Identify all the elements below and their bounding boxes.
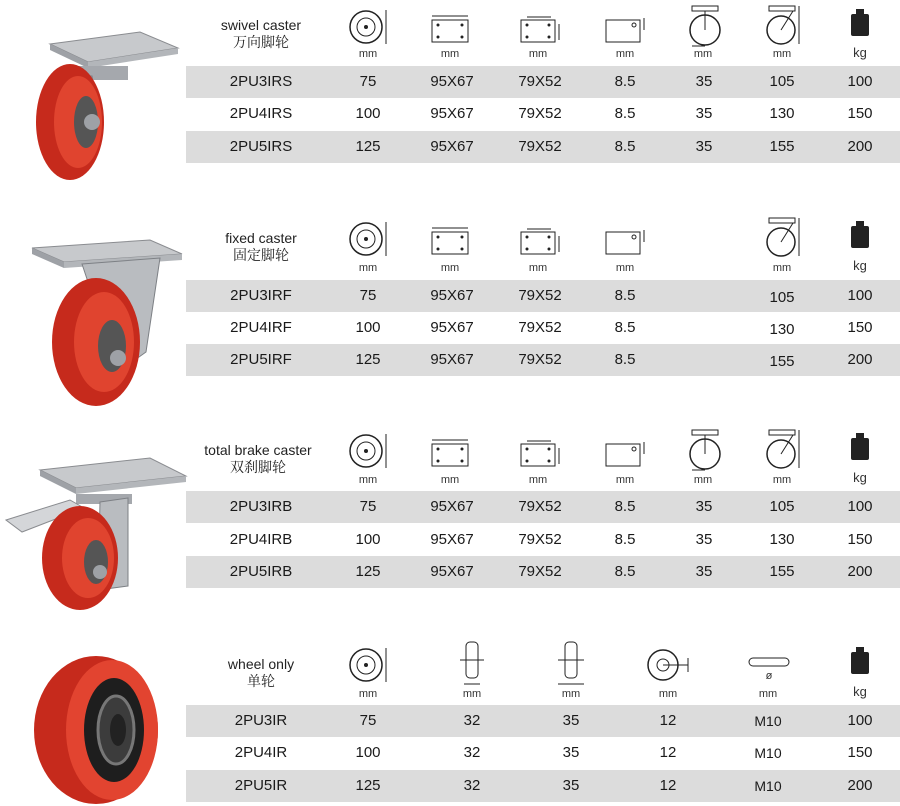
value-cell: 79X52 (518, 531, 562, 548)
unit-label: kg (853, 258, 867, 273)
value-cell: 79X52 (518, 319, 562, 336)
section-title (186, 230, 336, 264)
unit-label: kg (853, 684, 867, 699)
value-cell: 155 (769, 563, 795, 580)
section-title-cn: 单轮 (247, 673, 275, 689)
value-cell: 79X52 (518, 498, 562, 515)
value-cell: M10 (754, 778, 782, 794)
value-cell: 35 (695, 73, 713, 90)
value-cell: 105 (769, 289, 795, 306)
value-cell: 100 (355, 531, 381, 548)
value-cell: 150 (847, 319, 873, 336)
value-cell: 75 (359, 498, 377, 515)
unit-label: mm (358, 688, 378, 700)
value-cell: 95X67 (430, 531, 474, 548)
value-cell: 200 (847, 777, 873, 794)
unit-label: mm (693, 48, 713, 60)
load-weight-icon (849, 8, 871, 38)
bolt-hole-diameter-icon (604, 438, 646, 468)
value-cell: 95X67 (430, 73, 474, 90)
load-weight-icon (849, 220, 871, 250)
section-title-cn: 固定脚轮 (233, 247, 289, 263)
unit-label: mm (772, 474, 792, 486)
value-cell: 200 (847, 563, 873, 580)
wheel-width-icon (458, 640, 486, 686)
value-cell: 79X52 (518, 138, 562, 155)
value-cell: 35 (562, 744, 580, 761)
unit-label: mm (528, 262, 548, 274)
value-cell: 125 (355, 777, 381, 794)
value-cell: 35 (562, 777, 580, 794)
value-cell: 105 (769, 498, 795, 515)
model-cell: 2PU4IRS (229, 105, 293, 122)
bolt-hole-diameter-icon (604, 14, 646, 44)
model-cell: 2PU5IR (234, 777, 288, 794)
value-cell: 8.5 (614, 351, 636, 368)
value-cell: 79X52 (518, 287, 562, 304)
top-plate-size-icon (430, 438, 470, 468)
model-cell: 2PU4IR (234, 744, 288, 761)
total-height-icon (763, 216, 803, 260)
section-title-en: swivel caster (220, 17, 302, 33)
value-cell: 12 (659, 712, 677, 729)
unit-label: mm (658, 688, 678, 700)
total-brake-caster-photo (0, 438, 186, 608)
model-cell: 2PU3IRB (229, 498, 293, 515)
bolt-hole-spacing-icon (519, 14, 561, 44)
unit-label: mm (358, 474, 378, 486)
section-title (188, 442, 328, 476)
value-cell: 100 (847, 73, 873, 90)
value-cell: M10 (754, 713, 782, 729)
table-row (186, 344, 900, 376)
value-cell: 35 (695, 498, 713, 515)
section-title-en: total brake caster (204, 442, 312, 458)
unit-label: mm (561, 688, 581, 700)
bore-diameter-icon (646, 648, 694, 682)
value-cell: 95X67 (430, 498, 474, 515)
value-cell: 100 (847, 712, 873, 729)
value-cell: 100 (355, 319, 381, 336)
value-cell: 79X52 (518, 105, 562, 122)
unit-label: mm (528, 474, 548, 486)
value-cell: 8.5 (614, 105, 636, 122)
value-cell: 100 (355, 105, 381, 122)
value-cell: 130 (769, 531, 795, 548)
value-cell: 150 (847, 744, 873, 761)
value-cell: 8.5 (614, 498, 636, 515)
unit-label: mm (462, 688, 482, 700)
unit-label: mm (615, 262, 635, 274)
unit-label: mm (440, 474, 460, 486)
value-cell: 35 (695, 531, 713, 548)
value-cell: 200 (847, 351, 873, 368)
model-cell: 2PU3IR (234, 712, 288, 729)
wheel-only-photo (0, 654, 186, 806)
swivel-caster-photo (0, 18, 186, 178)
swivel-caster-section (0, 0, 900, 170)
value-cell: 125 (355, 138, 381, 155)
bolt-hole-spacing-icon (519, 438, 561, 468)
value-cell: 95X67 (430, 563, 474, 580)
unit-label: mm (693, 474, 713, 486)
unit-label: mm (615, 48, 635, 60)
value-cell: 100 (355, 744, 381, 761)
unit-label: mm (772, 48, 792, 60)
value-cell: 100 (847, 287, 873, 304)
wheel-diameter-icon (348, 8, 390, 46)
value-cell: 95X67 (430, 351, 474, 368)
table-row (186, 705, 900, 737)
value-cell: 12 (659, 744, 677, 761)
value-cell: 35 (695, 105, 713, 122)
value-cell: 79X52 (518, 563, 562, 580)
value-cell: 100 (847, 498, 873, 515)
bolt-hole-diameter-icon (604, 226, 646, 256)
unit-label: mm (615, 474, 635, 486)
table-row (186, 491, 900, 523)
section-title-en: wheel only (227, 656, 295, 672)
model-cell: 2PU4IRB (229, 531, 293, 548)
table-row (186, 737, 900, 769)
table-row (186, 131, 900, 163)
value-cell: 79X52 (518, 351, 562, 368)
value-cell: 200 (847, 138, 873, 155)
model-cell: 2PU5IRB (229, 563, 293, 580)
value-cell: 155 (769, 138, 795, 155)
value-cell: 8.5 (614, 319, 636, 336)
value-cell: M10 (754, 745, 782, 761)
unit-label: mm (440, 48, 460, 60)
model-cell: 2PU3IRF (230, 287, 292, 304)
wheel-diameter-icon (348, 646, 390, 684)
model-cell: 2PU4IRF (230, 319, 292, 336)
hub-length-icon (556, 640, 586, 686)
value-cell: 75 (359, 712, 377, 729)
top-plate-size-icon (430, 226, 470, 256)
load-weight-icon (849, 646, 871, 676)
unit-label: mm (358, 48, 378, 60)
fixed-caster-section (0, 212, 900, 382)
section-title-cn: 万向脚轮 (233, 34, 289, 50)
total-height-icon (763, 4, 803, 48)
value-cell: 32 (463, 712, 481, 729)
value-cell: 75 (359, 73, 377, 90)
unit-label: kg (853, 45, 867, 60)
offset-icon (686, 4, 724, 48)
table-row (186, 66, 900, 98)
fixed-caster-photo (0, 232, 186, 402)
value-cell: 32 (463, 777, 481, 794)
unit-label: mm (772, 262, 792, 274)
value-cell: 125 (355, 563, 381, 580)
value-cell: 32 (463, 744, 481, 761)
value-cell: 8.5 (614, 531, 636, 548)
value-cell: 79X52 (518, 73, 562, 90)
section-title (186, 17, 336, 51)
offset-icon (686, 428, 724, 472)
total-height-icon (763, 428, 803, 472)
axle-diameter-symbol: ø (765, 670, 773, 682)
table-row (186, 280, 900, 312)
wheel-diameter-icon (348, 220, 390, 258)
value-cell: 155 (769, 353, 795, 370)
load-weight-icon (849, 432, 871, 462)
value-cell: 8.5 (614, 563, 636, 580)
table-row (186, 524, 900, 556)
model-cell: 2PU3IRS (229, 73, 293, 90)
unit-label: mm (358, 262, 378, 274)
value-cell: 75 (359, 287, 377, 304)
axle-icon (747, 656, 791, 668)
unit-label: mm (528, 48, 548, 60)
wheel-diameter-icon (348, 432, 390, 470)
bolt-hole-spacing-icon (519, 226, 561, 256)
value-cell: 95X67 (430, 319, 474, 336)
total-brake-caster-section (0, 424, 900, 594)
section-title-en: fixed caster (225, 230, 297, 246)
value-cell: 95X67 (430, 138, 474, 155)
table-row (186, 312, 900, 344)
value-cell: 130 (769, 105, 795, 122)
model-cell: 2PU5IRF (230, 351, 292, 368)
value-cell: 105 (769, 73, 795, 90)
top-plate-size-icon (430, 14, 470, 44)
section-title (186, 656, 336, 690)
value-cell: 125 (355, 351, 381, 368)
unit-label: mm (440, 262, 460, 274)
wheel-only-section (0, 638, 900, 806)
value-cell: 150 (847, 531, 873, 548)
value-cell: 12 (659, 777, 677, 794)
value-cell: 35 (695, 138, 713, 155)
value-cell: 95X67 (430, 105, 474, 122)
table-row (186, 770, 900, 802)
value-cell: 8.5 (614, 73, 636, 90)
table-row (186, 98, 900, 130)
value-cell: 35 (695, 563, 713, 580)
value-cell: 95X67 (430, 287, 474, 304)
value-cell: 130 (769, 321, 795, 338)
unit-label: kg (853, 470, 867, 485)
section-title-cn: 双刹脚轮 (230, 459, 286, 475)
table-row (186, 556, 900, 588)
model-cell: 2PU5IRS (229, 138, 293, 155)
unit-label: mm (758, 688, 778, 700)
value-cell: 8.5 (614, 287, 636, 304)
value-cell: 150 (847, 105, 873, 122)
value-cell: 8.5 (614, 138, 636, 155)
value-cell: 35 (562, 712, 580, 729)
